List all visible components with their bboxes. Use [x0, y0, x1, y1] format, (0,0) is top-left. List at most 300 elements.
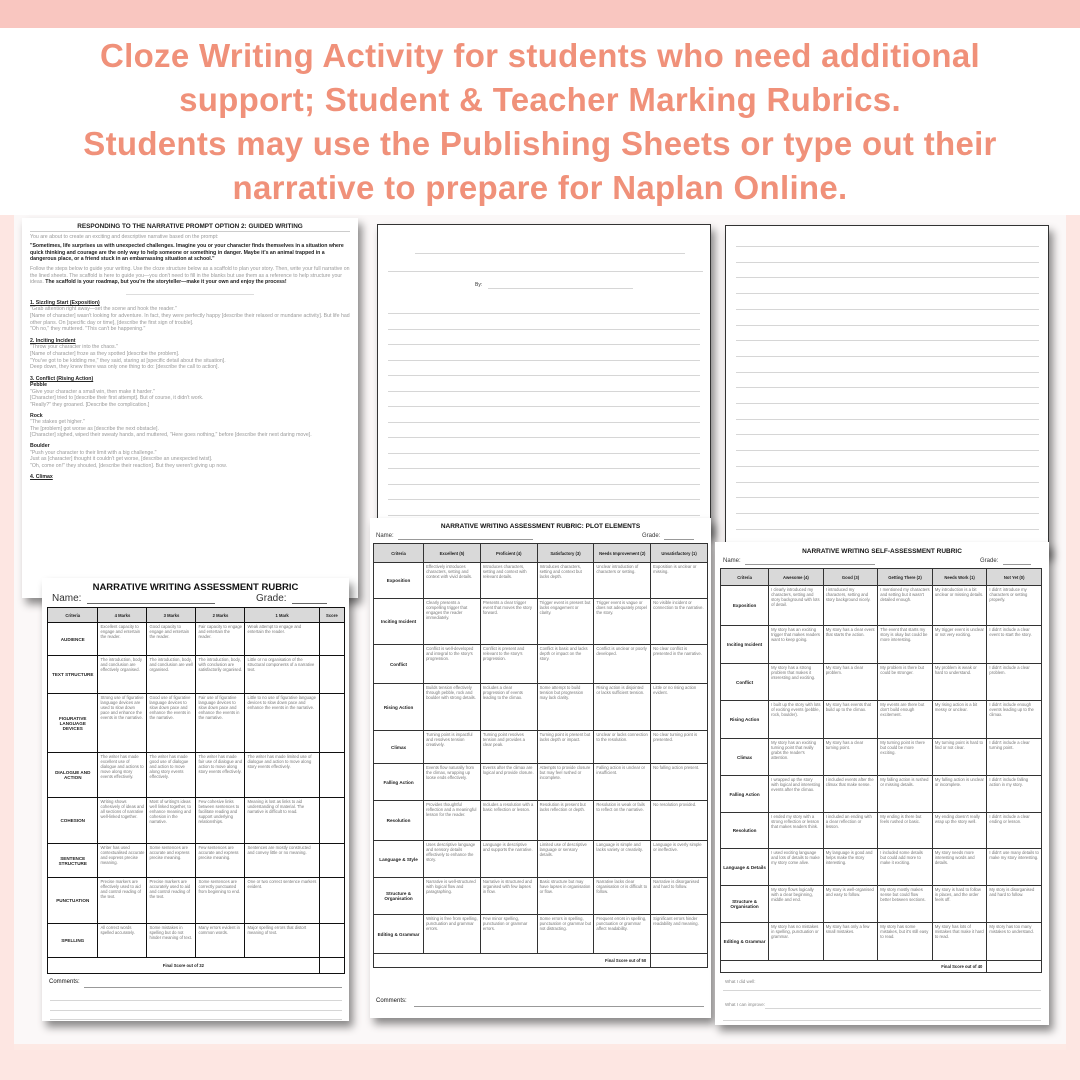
cloze-line: [Name of character] froze as they spotted [describe the problem]. — [30, 350, 180, 357]
rubric-row — [48, 694, 345, 753]
rubric-row — [374, 841, 708, 878]
descriptor-cell: Narrative lacks clear organisation or is difficult to follow. — [594, 878, 651, 915]
descriptor-cell: I introduced my characters, setting and story background nicely. — [823, 586, 878, 626]
descriptor-cell: My story is well-organised and easy to follow. — [823, 886, 878, 923]
criteria-cell: Falling Action — [721, 776, 769, 813]
writing-line — [388, 360, 700, 361]
descriptor-cell: I ended my story with a strong reflection or lesson that makes readers think. — [769, 813, 824, 849]
criteria-cell: FIGURATIVE LANGUAGE DEVICES — [48, 694, 98, 753]
descriptor-cell: My ending doesn't really wrap up the story well. — [932, 813, 987, 849]
descriptor-cell: No resolution provided. — [651, 801, 708, 841]
descriptor-cell: No visible incident or connection to the narrative. — [651, 599, 708, 645]
descriptor-cell: The writer has made good use of dialogue and action to move along story events effectively. — [147, 753, 196, 798]
score-cell[interactable] — [319, 878, 344, 924]
rubric-row — [721, 701, 1042, 739]
descriptor-cell: Writing shows cohesively of ideas and all sections of narrative well-linked together. — [98, 798, 147, 844]
descriptor-cell: Significant errors hinder readability and meaning. — [651, 915, 708, 954]
descriptor-cell: Good capacity to engage and entertain the reader. — [147, 623, 196, 656]
descriptor-cell: Some sentences are accurate and express precise meaning. — [147, 844, 196, 878]
writing-line — [388, 313, 700, 314]
descriptor-cell: Few sentences are accurate and express precise meaning. — [196, 844, 245, 878]
descriptor-cell: Narrative is structured and organised with few lapses in flow. — [480, 878, 537, 915]
descriptor-cell: My story has lots of mistakes that make it hard to read. — [932, 923, 987, 961]
descriptor-cell: My story has a strong problem that makes it interesting and exciting. — [769, 664, 824, 701]
criteria-cell: DIALOGUE AND ACTION — [48, 753, 98, 798]
descriptor-cell: My falling action is unclear or incomplete. — [932, 776, 987, 813]
section-heading: 2. Inciting Incident — [30, 337, 76, 344]
rubric-row — [374, 764, 708, 801]
header-row — [721, 569, 1042, 586]
writing-line — [736, 325, 1039, 326]
descriptor-cell: I didn't introduce my characters or setting properly. — [987, 586, 1042, 626]
cloze-line: "Oh no," they muttered. "This can't be happening." — [30, 326, 146, 333]
criteria-cell: SENTENCE STRUCTURE — [48, 844, 98, 878]
writing-line — [736, 340, 1039, 341]
descriptor-cell: Weak attempt to engage and entertain the reader. — [245, 623, 319, 656]
criteria-cell: Climax — [374, 731, 424, 764]
descriptor-cell: Little or no rising action evident. — [651, 684, 708, 731]
criteria-cell: AUDIENCE — [48, 623, 98, 656]
final-score-cell[interactable] — [651, 954, 708, 968]
criteria-cell: SPELLING — [48, 924, 98, 958]
column-header: Satisfactory (3) — [537, 544, 594, 563]
writing-line — [84, 987, 342, 988]
guided-intro: You are about to create an exciting and descriptive narrative based on the prompt: — [30, 233, 219, 240]
descriptor-cell: Effectively introduces characters, setting and context with vivid details. — [424, 563, 481, 599]
column-header: Proficient (4) — [480, 544, 537, 563]
header-row — [374, 544, 708, 563]
descriptor-cell: Some mistakes in spelling but do not hinder meaning of text. — [147, 924, 196, 958]
descriptor-cell: My turning point is hard to find or not clear. — [932, 739, 987, 776]
writing-line — [50, 1000, 342, 1001]
descriptor-cell: Provides thoughtful reflection and a meaningful lesson for the reader. — [424, 801, 481, 841]
score-cell[interactable] — [319, 694, 344, 753]
rubric-title: NARRATIVE WRITING ASSESSMENT RUBRIC — [92, 582, 299, 593]
assessment-rubric-page — [42, 578, 349, 1021]
writing-line — [736, 466, 1039, 467]
improve-label: What I can improve: — [725, 1002, 766, 1007]
descriptor-cell: The introduction, body, and conclusion are well organised. — [147, 656, 196, 694]
descriptor-cell: Includes a clear progression of events leading to the climax. — [480, 684, 537, 731]
plot-elements-rubric-page — [370, 518, 711, 1018]
rubric-row — [721, 849, 1042, 886]
descriptor-cell: Frequent errors in spelling, punctuation or grammar affect readability. — [594, 915, 651, 954]
writing-line — [736, 246, 1039, 247]
descriptor-cell: I didn't include a clear ending or lesson. — [987, 813, 1042, 849]
grade-label: Grade: — [256, 593, 287, 604]
descriptor-cell: I didn't include a clear turning point. — [987, 739, 1042, 776]
did-well-label: What I did well: — [725, 979, 756, 984]
descriptor-cell: Turning point is impactful and resolves tension creatively. — [424, 731, 481, 764]
rubric-row — [48, 753, 345, 798]
descriptor-cell: My story mostly makes sense but could flow better between sections. — [878, 886, 933, 923]
cloze-line: "Push your character to their limit with a big challenge." — [30, 449, 157, 456]
cloze-line: [Character] sighed, wiped their sweaty hands, and muttered, "Here goes nothing," before [describe their next daring move]. — [30, 432, 312, 439]
writing-line — [736, 356, 1039, 357]
descriptor-cell: My story has a clear problem. — [823, 664, 878, 701]
descriptor-cell: Exposition is unclear or missing. — [651, 563, 708, 599]
writing-line — [50, 1019, 342, 1020]
score-cell[interactable] — [319, 844, 344, 878]
grade-label: Grade: — [642, 533, 661, 539]
rubric-row — [48, 656, 345, 694]
cloze-line: "Give your character a small win, then make it harder." — [30, 388, 155, 395]
descriptor-cell: Major spelling errors that distort meaning of text. — [245, 924, 319, 958]
descriptor-cell: Fair use of figurative language devices to slow down pace and enhance the events in the narrative. — [196, 694, 245, 753]
column-header: Score — [319, 608, 344, 623]
descriptor-cell: My rising action is a bit messy or unclear. — [932, 701, 987, 739]
descriptor-cell: Resolution is present but lacks reflection or depth. — [537, 801, 594, 841]
writing-line — [736, 482, 1039, 483]
rubric-table — [47, 607, 345, 974]
descriptor-cell: Most of writing's ideas well linked together, to enhance meaning and cohesion in the narrative. — [147, 798, 196, 844]
rubric-row — [48, 623, 345, 656]
writing-line — [388, 329, 700, 330]
descriptor-cell: Little to no use of figurative language devices to slow down pace and enhance the events in the narrative. — [245, 694, 319, 753]
descriptor-cell: I included events after the climax that make sense. — [823, 776, 878, 813]
self-assessment-rubric-page — [715, 542, 1049, 1025]
writing-line — [388, 515, 700, 516]
descriptor-cell: My story is hard to follow in places, and the order feels off. — [932, 886, 987, 923]
column-header: Good (3) — [823, 569, 878, 586]
column-header: Getting There (2) — [878, 569, 933, 586]
descriptor-cell: Language is descriptive and supports the narrative. — [480, 841, 537, 878]
writing-line — [388, 499, 700, 500]
criteria-cell: Inciting Incident — [721, 626, 769, 664]
rubric-row — [374, 915, 708, 954]
cloze-line: The [problem] got worse as [describe the next obstacle]. — [30, 425, 159, 432]
descriptor-cell: Many errors evident in common words. — [196, 924, 245, 958]
writing-line — [50, 1010, 342, 1011]
descriptor-cell: My falling action is rushed or missing details. — [878, 776, 933, 813]
descriptor-cell: Conflict is well-developed and integral to the story's progression. — [424, 645, 481, 684]
column-header: 3 Marks — [147, 608, 196, 623]
descriptor-cell: Turning point is present but lacks depth or impact. — [537, 731, 594, 764]
descriptor-cell: My story is disorganised and hard to follow. — [987, 886, 1042, 923]
criteria-cell: COHESION — [48, 798, 98, 844]
writing-line — [736, 372, 1039, 373]
criteria-cell: Structure & Organisation — [374, 878, 424, 915]
by-label: By: — [475, 282, 483, 288]
column-header: Unsatisfactory (1) — [651, 544, 708, 563]
name-label: Name: — [723, 558, 741, 564]
descriptor-cell: Trigger event is vague or does not adequately propel the story. — [594, 599, 651, 645]
criteria-cell: Conflict — [374, 645, 424, 684]
rubric-row — [374, 563, 708, 599]
writing-line — [736, 403, 1039, 404]
writing-line — [388, 468, 700, 469]
descriptor-cell: Sentences are mostly constructed and convey little or no meaning. — [245, 844, 319, 878]
descriptor-cell: The writer has made limited use of dialogue and action to move along story events effectively. — [245, 753, 319, 798]
criteria-cell: Editing & Grammar — [374, 915, 424, 954]
column-header: Excellent (5) — [424, 544, 481, 563]
descriptor-cell: I wrapped up the story with logical and interesting events after the climax. — [769, 776, 824, 813]
criteria-cell: Rising Action — [374, 684, 424, 731]
writing-line — [736, 497, 1039, 498]
descriptor-cell: No falling action present. — [651, 764, 708, 801]
score-cell[interactable] — [319, 924, 344, 958]
column-header: Not Yet (0) — [987, 569, 1042, 586]
descriptor-cell: Fair capacity to engage and entertain the reader. — [196, 623, 245, 656]
instructions: Follow the steps below to guide your writing. Use the cloze structure below as a scaffold to plan your story. Then, write your full narrative on the lined sheets. The scaffold is here to guide you—you don't need to fill in the blanks but use them as a reference to help structure your ideas. — [30, 265, 350, 286]
rubric-row — [374, 878, 708, 915]
descriptor-cell: Trigger event is present but lacks engagement or clarity. — [537, 599, 594, 645]
descriptor-cell: I didn't include falling action in my story. — [987, 776, 1042, 813]
descriptor-cell: Includes a resolution with a basic reflection or lesson. — [480, 801, 537, 841]
rubric-row — [721, 739, 1042, 776]
cloze-line: "Really?" they groaned. [Describe the complication.] — [30, 402, 150, 409]
writing-line — [736, 262, 1039, 263]
descriptor-cell: I didn't include a clear problem. — [987, 664, 1042, 701]
descriptor-cell: My story needs more interesting words and details. — [932, 849, 987, 886]
descriptor-cell: Uses descriptive language and sensory details effectively to enhance the story. — [424, 841, 481, 878]
descriptor-cell: Language is simple and lacks variety or creativity. — [594, 841, 651, 878]
writing-line — [736, 529, 1039, 530]
criteria-cell: Editing & Grammar — [721, 923, 769, 961]
rubric-row — [721, 586, 1042, 626]
prompt-text: "Sometimes, life surprises us with unexpected challenges. Imagine you or your character finds themselves in a situation where quick thinking and courage are the only way to help someone or something in danger. Maybe it's an animal trapped in a dangerous place, or a friend stuck in an embarrassing situation at school." — [30, 243, 344, 263]
header-row — [48, 608, 345, 623]
descriptor-cell: Conflict is present and relevant to the story's progression. — [480, 645, 537, 684]
descriptor-cell: My story has no mistakes in spelling, punctuation or grammar. — [769, 923, 824, 961]
writing-line — [736, 387, 1039, 388]
writing-line — [388, 422, 700, 423]
headline-line: support; Student & Teacher Marking Rubrics. — [179, 81, 901, 118]
final-score-cell[interactable] — [319, 958, 344, 974]
descriptor-cell: Unclear or lacks connection to the resolution. — [594, 731, 651, 764]
rubric-table — [720, 568, 1042, 973]
column-header: 2 Marks — [196, 608, 245, 623]
rubric-row — [721, 664, 1042, 701]
criteria-cell: Falling Action — [374, 764, 424, 801]
criteria-cell: Exposition — [374, 563, 424, 599]
descriptor-cell: Basic structure but may have lapses in organisation or flow. — [537, 878, 594, 915]
descriptor-cell: My events are there but don't build enough excitement. — [878, 701, 933, 739]
descriptor-cell: Few cohesive links between sentences to facilitate reading and support underlying relationships. — [196, 798, 245, 844]
writing-line — [388, 406, 700, 407]
descriptor-cell: My trigger event is unclear or not very exciting. — [932, 626, 987, 664]
descriptor-cell: My story has only a few small mistakes. — [823, 923, 878, 961]
criteria-cell: Inciting Incident — [374, 599, 424, 645]
descriptor-cell: All correct words spelled accurately. — [98, 924, 147, 958]
column-header: Criteria — [721, 569, 769, 586]
criteria-cell: Resolution — [721, 813, 769, 849]
rubric-table — [373, 543, 708, 968]
descriptor-cell: Conflict is unclear or poorly developed. — [594, 645, 651, 684]
score-cell[interactable] — [319, 753, 344, 798]
descriptor-cell: I included an ending with a clear reflection or lesson. — [823, 813, 878, 849]
criteria-cell: Structure & Organisation — [721, 886, 769, 923]
descriptor-cell: Some attempt to build tension but progression may lack clarity. — [537, 684, 594, 731]
section-heading: 3. Conflict (Rising Action) — [30, 375, 94, 382]
writing-line — [736, 309, 1039, 310]
preview-stage — [14, 215, 1066, 1050]
cloze-line: "Oh, come on!" they shouted, [describe their reaction]. But they weren't giving up now. — [30, 462, 228, 469]
promo-header — [0, 28, 1080, 215]
rubric-row — [721, 923, 1042, 961]
final-score-row — [48, 958, 345, 974]
cloze-line: "Throw your character into the chaos." — [30, 344, 118, 351]
descriptor-cell: No clear turning point is presented. — [651, 731, 708, 764]
final-score-label: Final Score out of 50 — [374, 954, 651, 968]
descriptor-cell: My story flows logically with a clear beginning, middle and end. — [769, 886, 824, 923]
descriptor-cell: Turning point resolves tension and provides a clear peak. — [480, 731, 537, 764]
descriptor-cell: No clear conflict is presented in the narrative. — [651, 645, 708, 684]
descriptor-cell: I included some details but could add more to make it exciting. — [878, 849, 933, 886]
column-header: Needs Improvement (2) — [594, 544, 651, 563]
descriptor-cell: I built up the story with lots of exciting events (pebble, rock, boulder). — [769, 701, 824, 739]
criteria-cell: Exposition — [721, 586, 769, 626]
criteria-cell: Language & Style — [374, 841, 424, 878]
rubric-row — [374, 731, 708, 764]
criteria-cell: Conflict — [721, 664, 769, 701]
score-cell[interactable] — [319, 798, 344, 844]
descriptor-cell: Excellent capacity to engage and entertain the reader. — [98, 623, 147, 656]
cloze-line: [Name of character] wasn't looking for adventure. In fact, they were perfectly happy [describe their relaxed or mundane activity]. But life had other plans. On [specific day or time], [describe the first sign of trouble]. — [30, 312, 350, 326]
column-header: Criteria — [374, 544, 424, 563]
cloze-line: "You've got to be kidding me," they said, staring at [specific detail about the situation]. — [30, 357, 226, 364]
descriptor-cell: Presents a clear trigger event that moves the story forward. — [480, 599, 537, 645]
rubric-row — [374, 645, 708, 684]
descriptor-cell: The event that starts my story is okay but could be more interesting. — [878, 626, 933, 664]
cloze-line: "The stakes get higher." — [30, 419, 85, 426]
instructions-bold: The scaffold is your roadmap, but you're the storyteller—make it your own and enjoy the process! — [45, 279, 287, 286]
descriptor-cell: My problem is weak or hard to understand. — [932, 664, 987, 701]
writing-line — [388, 391, 700, 392]
subheading: Pebble — [30, 382, 48, 389]
descriptor-cell: Attempts to provide closure but may feel rushed or incomplete. — [537, 764, 594, 801]
descriptor-cell: My story has an exciting turning point that really grabs the reader's attention. — [769, 739, 824, 776]
descriptor-cell: Rising action is disjointed or lacks sufficient tension. — [594, 684, 651, 731]
final-score-row — [721, 961, 1042, 973]
subheading: Boulder — [30, 443, 50, 450]
rubric-row — [48, 798, 345, 844]
writing-line — [388, 484, 700, 485]
descriptor-cell: Clearly presents a compelling trigger that engages the reader immediately. — [424, 599, 481, 645]
rubric-row — [374, 599, 708, 645]
writing-line — [388, 453, 700, 454]
top-band — [0, 0, 1080, 28]
descriptor-cell: The introduction, body, with conclusion are satisfactorily organised. — [196, 656, 245, 694]
criteria-cell: PUNCTUATION — [48, 878, 98, 924]
rubric-row — [721, 886, 1042, 923]
criteria-cell: Language & Details — [721, 849, 769, 886]
descriptor-cell: Unclear introduction of characters or setting. — [594, 563, 651, 599]
writing-line — [736, 419, 1039, 420]
cloze-line: [Character] tried to [describe their first attempt]. But of course, it didn't work. — [30, 395, 204, 402]
descriptor-cell: Few minor spelling, punctuation or grammar errors. — [480, 915, 537, 954]
headline-line: Students may use the Publishing Sheets or type out their — [83, 125, 997, 162]
section-heading: 4. Climax — [30, 474, 53, 481]
descriptor-cell: Introduces characters, setting and context with relevant details. — [480, 563, 537, 599]
descriptor-cell: The writer has made excellent use of dialogue and actions to move along story events effectively. — [98, 753, 147, 798]
grade-label: Grade: — [980, 558, 999, 564]
column-header: Awesome (4) — [769, 569, 824, 586]
descriptor-cell: Writing is free from spelling, punctuation and grammar errors. — [424, 915, 481, 954]
cloze-line: "Grab attention right away—set the scene and hook the reader." — [30, 306, 177, 313]
writing-line — [765, 1008, 1041, 1009]
descriptor-cell: Strong use of figurative language devices are used to slow down pace and enhance the events in the narrative. — [98, 694, 147, 753]
descriptor-cell: My story has an exciting trigger that makes readers want to keep going. — [769, 626, 824, 664]
descriptor-cell: My ending is there but feels rushed or basic. — [878, 813, 933, 849]
headline-line: Cloze Writing Activity for students who need additional — [99, 37, 981, 74]
descriptor-cell: My problem is there but could be stronger. — [878, 664, 933, 701]
descriptor-cell: Language is overly simple or ineffective. — [651, 841, 708, 878]
descriptor-cell: My story has a clear turning point. — [823, 739, 878, 776]
subheading: Rock — [30, 412, 43, 419]
descriptor-cell: Conflict is basic and lacks depth or impact on the story. — [537, 645, 594, 684]
final-score-label: Final Score out of 40 — [721, 961, 987, 973]
writing-line — [414, 1006, 704, 1007]
final-score-row — [374, 954, 708, 968]
descriptor-cell: I didn't include a clear event to start the story. — [987, 626, 1042, 664]
publishing-sheet-lined-page — [725, 225, 1049, 555]
rubric-row — [374, 801, 708, 841]
descriptor-cell: Little or no organisation of the structural components of a narrative text. — [245, 656, 319, 694]
name-label: Name: — [376, 533, 394, 539]
column-header: Needs Work (1) — [932, 569, 987, 586]
descriptor-cell: I mentioned my characters and setting but it wasn't detailed enough. — [878, 586, 933, 626]
descriptor-cell: Narrative is disorganised and hard to follow. — [651, 878, 708, 915]
descriptor-cell: Narrative is well-structured with logical flow and paragraphing. — [424, 878, 481, 915]
rubric-row — [48, 844, 345, 878]
section-heading: 1. Sizzling Start (Exposition) — [30, 299, 100, 306]
descriptor-cell: Meaning is lost as links to aid understanding of material. The narrative is difficult to read. — [245, 798, 319, 844]
score-cell[interactable] — [319, 656, 344, 694]
guided-title: RESPONDING TO THE NARRATIVE PROMPT OPTION 2: GUIDED WRITING — [30, 224, 350, 232]
publishing-sheet-title-page — [377, 224, 711, 534]
writing-line — [388, 437, 700, 438]
final-score-label: Final Score out of 32 — [48, 958, 320, 974]
rubric-row — [374, 684, 708, 731]
descriptor-cell: Events flow naturally from the climax, wrapping up loose ends effectively. — [424, 764, 481, 801]
cloze-line: Deep down, they knew there was only one thing to do: [describe the call to action]. — [30, 364, 219, 371]
descriptor-cell: My introduction is a bit unclear or missing details. — [932, 586, 987, 626]
descriptor-cell: Good use of figurative language devices to slow down pace and enhance the events in the narrative. — [147, 694, 196, 753]
writing-line — [388, 344, 700, 345]
descriptor-cell: Resolution is weak or fails to reflect on the narrative. — [594, 801, 651, 841]
writing-line — [723, 990, 1041, 991]
descriptor-cell: Falling action is unclear or insufficient. — [594, 764, 651, 801]
writing-line — [736, 434, 1039, 435]
descriptor-cell: I clearly introduced my characters, setting and story background with lots of detail. — [769, 586, 824, 626]
score-cell[interactable] — [319, 623, 344, 656]
descriptor-cell: My story has some mistakes, but it's still easy to read. — [878, 923, 933, 961]
criteria-cell: Climax — [721, 739, 769, 776]
writing-line — [388, 271, 703, 272]
descriptor-cell: Builds tension effectively through pebble, rock and boulder with strong details. — [424, 684, 481, 731]
column-header: Criteria — [48, 608, 98, 623]
descriptor-cell: Precise markers are accurately used to aid and control reading of the text. — [147, 878, 196, 924]
descriptor-cell: Limited use of descriptive language or sensory details. — [537, 841, 594, 878]
headline-line: narrative to prepare for Naplan Online. — [232, 169, 848, 206]
writing-line — [723, 1020, 1041, 1021]
final-score-cell[interactable] — [987, 961, 1042, 973]
rubric-title: NARRATIVE WRITING ASSESSMENT RUBRIC: PLOT ELEMENTS — [440, 523, 641, 530]
writing-line — [736, 513, 1039, 514]
descriptor-cell: Some errors in spelling, punctuation or grammar but not distracting. — [537, 915, 594, 954]
descriptor-cell: Introduces characters, setting and context but lacks depth. — [537, 563, 594, 599]
rubric-row — [721, 813, 1042, 849]
rubric-row — [48, 878, 345, 924]
descriptor-cell: Writer has used contextualised accurate and express precise meaning. — [98, 844, 147, 878]
descriptor-cell: One or two correct sentence markers evident. — [245, 878, 319, 924]
descriptor-cell: The writer has made fair use of dialogue and action to move along story events effectively. — [196, 753, 245, 798]
descriptor-cell: I didn't use many details to make my story interesting. — [987, 849, 1042, 886]
writing-line — [736, 293, 1039, 294]
descriptor-cell: The introduction, body and conclusion are effectively organised. — [98, 656, 147, 694]
cloze-line: Just as [character] thought it couldn't get worse, [describe an unexpected twist]. — [30, 456, 213, 463]
